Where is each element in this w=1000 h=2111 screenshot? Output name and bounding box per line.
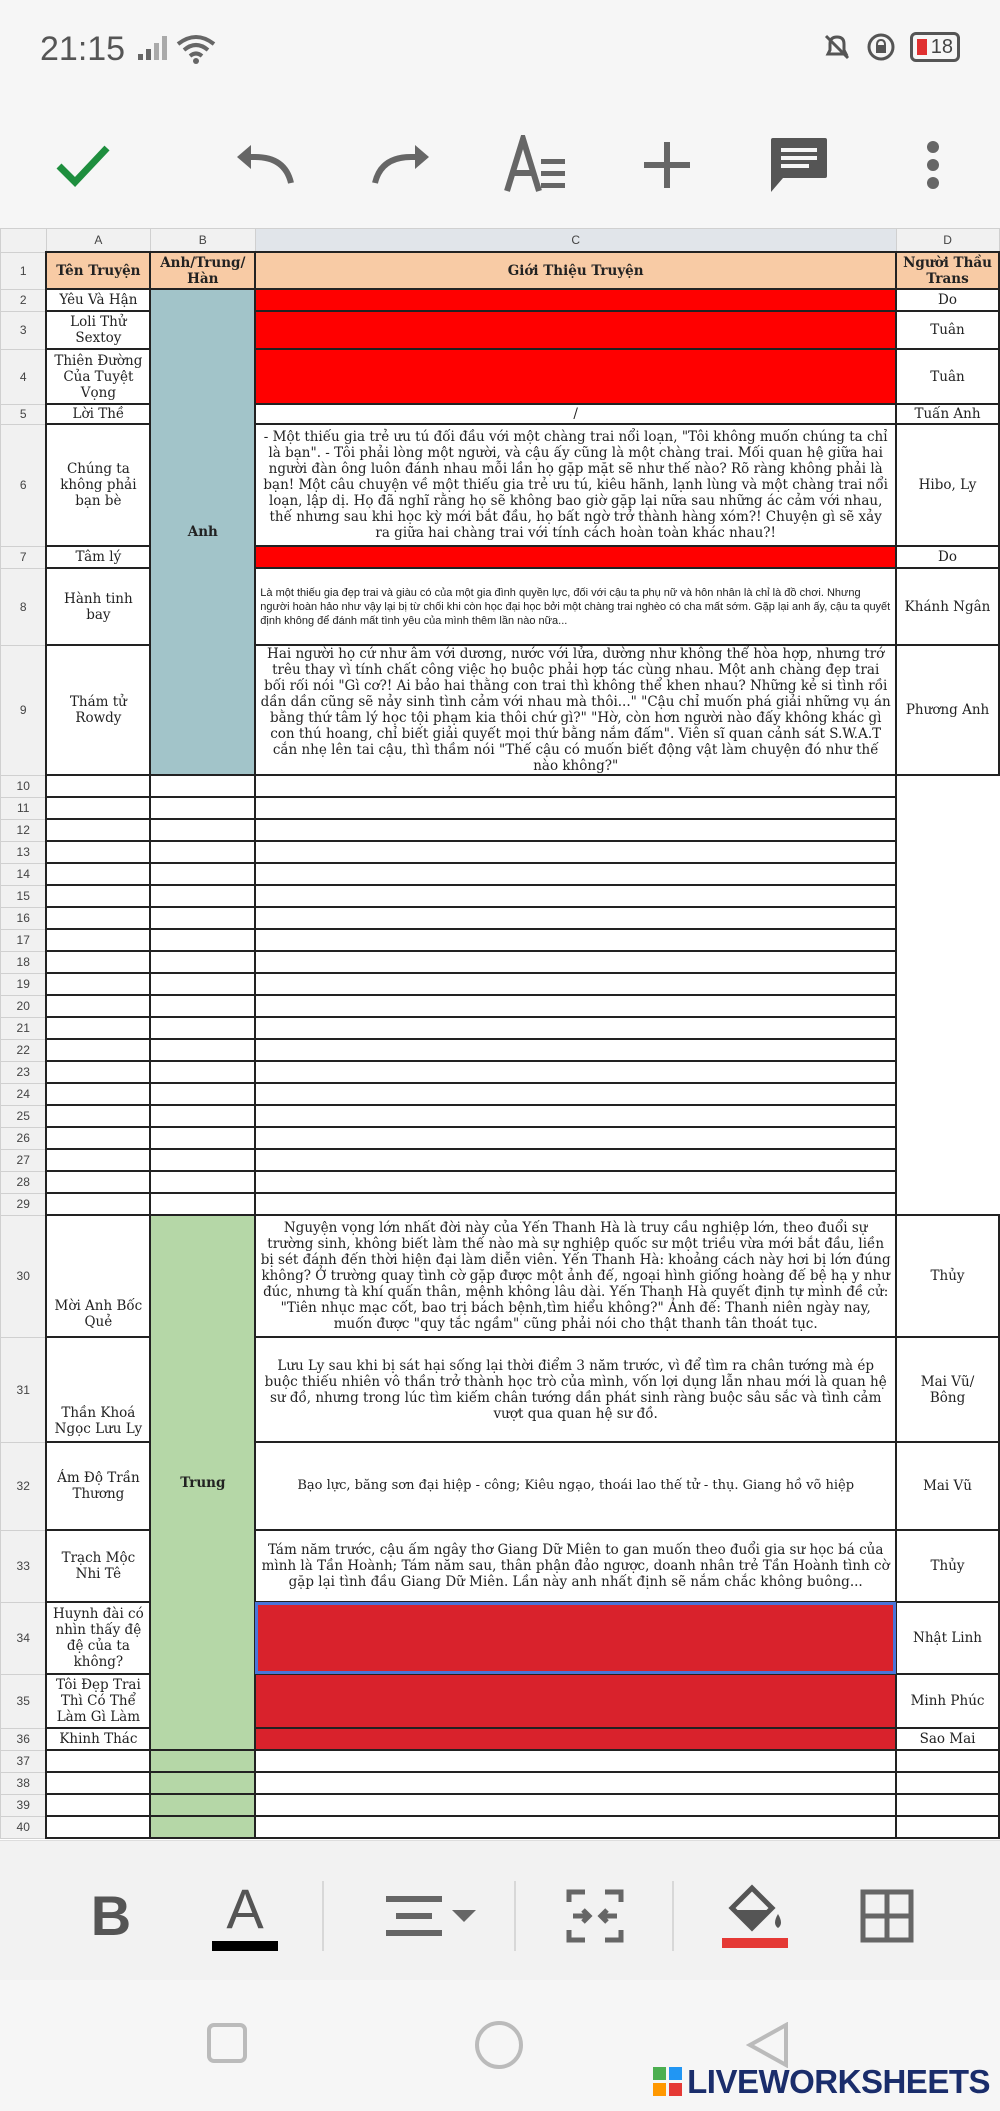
table-row [1, 1127, 1000, 1149]
title-cell[interactable]: Mời Anh Bốc Quẻ [46, 1215, 150, 1337]
table-row [1, 1442, 1000, 1530]
title-cell[interactable] [46, 951, 150, 973]
row-number[interactable]: 12 [1, 819, 47, 841]
row-number[interactable]: 29 [1, 1193, 47, 1215]
recents-icon[interactable] [206, 2022, 248, 2064]
translator-cell[interactable] [896, 1772, 999, 1794]
translator-cell[interactable] [255, 797, 896, 819]
row-number[interactable]: 17 [1, 929, 47, 951]
table-row [1, 1772, 1000, 1794]
table-row [1, 1039, 1000, 1061]
row-number[interactable]: 19 [1, 973, 47, 995]
translator-cell[interactable]: Hibo, Ly [896, 424, 999, 546]
row-number[interactable]: 11 [1, 797, 47, 819]
description-cell[interactable] [150, 1171, 255, 1193]
table-row [1, 1017, 1000, 1039]
row-number[interactable]: 34 [1, 1602, 47, 1674]
title-cell[interactable] [46, 1750, 150, 1772]
description-cell[interactable] [150, 1149, 255, 1171]
redo-icon[interactable] [356, 120, 446, 210]
row-number[interactable]: 16 [1, 907, 47, 929]
column-header-row [1, 229, 1000, 253]
merge-icon[interactable] [550, 1871, 640, 1961]
check-icon[interactable] [38, 120, 128, 210]
title-cell[interactable]: Lời Thề [46, 404, 150, 424]
description-cell[interactable] [255, 1750, 896, 1772]
description-cell[interactable] [255, 1674, 896, 1728]
title-cell[interactable]: Trạch Mộc Nhi Tê [46, 1530, 150, 1602]
back-icon[interactable] [746, 2022, 790, 2068]
wifi-icon [176, 34, 216, 64]
table-row [1, 819, 1000, 841]
title-cell[interactable]: Yêu Và Hận [46, 289, 150, 311]
translator-cell[interactable]: Minh Phúc [896, 1674, 999, 1728]
row-number[interactable]: 35 [1, 1674, 47, 1728]
translator-cell[interactable]: Tuấn Anh [896, 404, 999, 424]
description-cell[interactable] [150, 1105, 255, 1127]
row-number[interactable]: 33 [1, 1530, 47, 1602]
row-number[interactable]: 18 [1, 951, 47, 973]
translator-cell[interactable]: Mai Vũ/ Bông [896, 1337, 999, 1442]
description-cell[interactable]: Hai người họ cứ như âm với dương, nước với lửa, dường như không thể hòa hợp, nhưng trớ trêu thay vì tính chất công việc họ buộc phải hợp tác cùng nhau. Một anh chàng đẹp trai bối rối nói "Gì cơ?! Ai bảo hai thằng con trai thì không thể khen nhau? Những kẻ si tình rồi dần dần cũng sẽ nảy sinh tình cảm với nhau mà thôi..." "Cậu chỉ muốn phá giải những vụ án bằng thứ tâm lý học tội phạm kia thôi chứ gì?" "Hờ, còn hơn người nào đấy không khác gì con thú hoang, chỉ biết giải quyết mọi thứ bằng nắm đấm". Viên sĩ quan cảnh sát S.W.A.T cắn nhẹ lên tai cậu, thì thầm nói "Thế cậu có muốn biết động vật làm chuyện đó như thế nào không?" [255, 645, 896, 775]
table-row [1, 289, 1000, 311]
table-row [1, 973, 1000, 995]
sheet-table [0, 228, 1000, 1839]
description-cell[interactable]: Lưu Ly sau khi bị sát hại sống lại thời điểm 3 năm trước, vì để tìm ra chân tướng mà ép buộc thiếu nhiên vô thần trở thành học trò của mình, vốn lợi dụng lẫn nhau mới là quan hệ sư đồ, nhưng trong lúc tìm kiếm chân tướng dần phát sinh ràng buộc sâu sắc và tình cảm vượt qua quan hệ sư đồ. [255, 1337, 896, 1442]
fill-color-icon[interactable] [710, 1871, 800, 1961]
translator-cell[interactable]: Do [896, 546, 999, 568]
description-cell[interactable]: Tám năm trước, cậu ấm ngây thơ Giang Dữ Miên to gan muốn theo đuổi gia sư học bá của mình là Tần Hoành; Tám năm sau, thân phận đảo ngược, doanh nhân trẻ Tần Hoành tình cờ gặp lại tình đầu Giang Dữ Miên. Lần này anh nhất định sẽ nắm chắc không buông... [255, 1530, 896, 1602]
translator-cell[interactable] [255, 819, 896, 841]
description-cell[interactable] [255, 546, 896, 568]
table-row [1, 995, 1000, 1017]
title-cell[interactable] [46, 907, 150, 929]
translator-cell[interactable] [255, 1061, 896, 1083]
description-cell[interactable]: Là một thiếu gia đẹp trai và giàu có của một gia đình quyền lực, đối với cậu ta phụ nữ và hôn nhân là chỉ là đồ chơi. Nhưng người hoàn hảo như vậy lại bị từ chối khi còn học đại học bởi một chàng trai nghèo có cha mất sớm. Gặp lại anh ấy, cậu ta quyết định không để đánh mất tình yêu của mình thêm lần nào nữa... [255, 568, 896, 645]
title-cell[interactable] [46, 995, 150, 1017]
table-row [1, 1105, 1000, 1127]
table-row [1, 1602, 1000, 1674]
title-cell[interactable]: Tôi Đẹp Trai Thì Có Thể Làm Gì Làm [46, 1674, 150, 1728]
row-number[interactable]: 38 [1, 1772, 47, 1794]
watermark-text: LIVEWORKSHEETS [687, 2063, 990, 2100]
bold-icon[interactable]: B [90, 1884, 132, 1947]
title-cell[interactable]: Ám Độ Trần Thương [46, 1442, 150, 1530]
description-cell[interactable] [255, 1728, 896, 1750]
row-number[interactable]: 8 [1, 568, 47, 645]
description-cell-selected[interactable] [255, 1602, 896, 1674]
row-number[interactable]: 30 [1, 1215, 47, 1337]
title-cell[interactable] [46, 1017, 150, 1039]
row-number[interactable]: 2 [1, 289, 47, 311]
table-row [1, 252, 1000, 289]
translator-cell[interactable] [896, 1750, 999, 1772]
table-row [1, 1337, 1000, 1442]
translator-cell[interactable]: Tuân [896, 311, 999, 349]
description-cell[interactable] [150, 973, 255, 995]
spreadsheet-grid[interactable] [0, 228, 1000, 1840]
select-all-corner[interactable] [1, 229, 47, 253]
fill-color-swatch [722, 1938, 788, 1948]
translator-cell[interactable] [255, 841, 896, 863]
table-row [1, 1728, 1000, 1750]
origin-cell[interactable] [150, 1750, 255, 1772]
title-cell[interactable] [46, 973, 150, 995]
description-cell[interactable] [150, 775, 255, 797]
title-cell[interactable] [46, 1127, 150, 1149]
title-cell[interactable] [46, 1061, 150, 1083]
text-color-swatch [212, 1941, 278, 1951]
row-number[interactable]: 23 [1, 1061, 47, 1083]
watermark [653, 2063, 990, 2101]
more-icon[interactable] [888, 120, 978, 210]
row-number[interactable]: 9 [1, 645, 47, 775]
row-number[interactable]: 3 [1, 311, 47, 349]
bell-off-icon [822, 32, 852, 62]
table-row [1, 1171, 1000, 1193]
row-number[interactable]: 37 [1, 1750, 47, 1772]
description-cell[interactable] [150, 841, 255, 863]
description-cell[interactable] [150, 797, 255, 819]
translator-cell[interactable]: Do [896, 289, 999, 311]
title-cell[interactable] [46, 775, 150, 797]
header-origin-cell[interactable]: Anh/Trung/ Hàn [150, 252, 255, 289]
table-row [1, 424, 1000, 546]
table-row [1, 907, 1000, 929]
title-cell[interactable]: Hành tinh bay [46, 568, 150, 645]
table-row [1, 1530, 1000, 1602]
description-cell[interactable] [150, 951, 255, 973]
translator-cell[interactable]: Sao Mai [896, 1728, 999, 1750]
origin-cell[interactable] [150, 1772, 255, 1794]
align-icon[interactable] [376, 1871, 496, 1961]
description-cell[interactable] [150, 1127, 255, 1149]
title-cell[interactable] [46, 797, 150, 819]
translator-cell[interactable] [255, 775, 896, 797]
undo-icon[interactable] [220, 120, 310, 210]
description-cell[interactable]: Nguyện vọng lớn nhất đời này của Yến Thanh Hà là truy cầu nghiệp lớn, theo đuổi sự trường sinh, không biết làm thế nào mà sự nghiệp quốc sư một triều vừa mới bắt đầu, liền bị sét đánh đến thời hiện đại làm diễn viên. Yến Thanh Hà: khoảng cách này hơi bị lớn đúng không? Ở trường quay tình cờ gặp được một ảnh đế, ngoại hình giống hoàng đế bệ hạ y như đúc, nhưng tà khí quấn thân, mệnh không lâu dài. Yến Thanh Hà quyết định tự mình đề cử: "Tiên nhục mạc cốt, bao trị bách bệnh,tìm hiểu không?" Ảnh đế: Thanh niên ngày nay, muốn được "quy tắc ngầm" cũng phải nói cho thật thanh tân thoát tục. [255, 1215, 896, 1337]
text-color-icon[interactable]: A [200, 1871, 290, 1961]
table-row [1, 568, 1000, 645]
translator-cell[interactable] [255, 951, 896, 973]
translator-cell[interactable] [255, 863, 896, 885]
title-cell[interactable] [46, 1083, 150, 1105]
row-number[interactable]: 13 [1, 841, 47, 863]
description-cell[interactable]: Bạo lực, băng sơn đại hiệp - công; Kiêu ngạo, thoái lao thế tử - thụ. Giang hồ võ hiệp [255, 1442, 896, 1530]
description-cell[interactable] [255, 1794, 896, 1816]
row-number[interactable]: 15 [1, 885, 47, 907]
title-cell[interactable] [46, 1149, 150, 1171]
description-cell[interactable] [150, 929, 255, 951]
empty-rows-trung [1, 1750, 1000, 1838]
description-cell[interactable] [255, 289, 896, 311]
row-number[interactable]: 39 [1, 1794, 47, 1816]
title-cell[interactable] [46, 819, 150, 841]
translator-cell[interactable] [255, 1105, 896, 1127]
row-number[interactable]: 25 [1, 1105, 47, 1127]
divider [322, 1881, 324, 1951]
comment-icon[interactable] [754, 120, 844, 210]
row-number[interactable]: 31 [1, 1337, 47, 1442]
row-number[interactable]: 36 [1, 1728, 47, 1750]
divider [514, 1881, 516, 1951]
table-row [1, 775, 1000, 797]
row-number[interactable]: 7 [1, 546, 47, 568]
row-number[interactable]: 22 [1, 1039, 47, 1061]
title-cell[interactable] [46, 929, 150, 951]
table-row [1, 645, 1000, 775]
battery-indicator [910, 32, 960, 62]
row-number[interactable]: 26 [1, 1127, 47, 1149]
translator-cell[interactable] [896, 1794, 999, 1816]
row-number[interactable]: 40 [1, 1816, 47, 1838]
description-cell[interactable] [255, 311, 896, 349]
column-header-b[interactable]: B [150, 229, 255, 253]
home-icon[interactable] [474, 2020, 524, 2070]
row-number[interactable]: 6 [1, 424, 47, 546]
row-number[interactable]: 5 [1, 404, 47, 424]
row-number[interactable]: 1 [1, 252, 47, 289]
row-number[interactable]: 27 [1, 1149, 47, 1171]
title-cell[interactable]: Tâm lý [46, 546, 150, 568]
table-row [1, 1083, 1000, 1105]
title-cell[interactable]: Huynh đài có nhìn thấy đệ đệ của ta không? [46, 1602, 150, 1674]
table-row [1, 1061, 1000, 1083]
table-row [1, 1215, 1000, 1337]
title-cell[interactable]: Thiên Đường Của Tuyệt Vọng [46, 349, 150, 404]
table-row [1, 1149, 1000, 1171]
translator-cell[interactable] [255, 1083, 896, 1105]
table-row [1, 1816, 1000, 1838]
translator-cell[interactable] [255, 1017, 896, 1039]
description-cell[interactable] [150, 1017, 255, 1039]
table-row [1, 546, 1000, 568]
title-cell[interactable] [46, 1039, 150, 1061]
title-cell[interactable]: Loli Thử Sextoy [46, 311, 150, 349]
title-cell[interactable] [46, 1105, 150, 1127]
table-row [1, 349, 1000, 404]
column-header-a[interactable]: A [46, 229, 150, 253]
header-title-cell[interactable]: Tên Truyện [46, 252, 150, 289]
description-cell[interactable] [150, 863, 255, 885]
description-cell[interactable]: - Một thiếu gia trẻ ưu tú đối đầu với một chàng trai nổi loạn, "Tôi không muốn chúng ta chỉ là bạn". - Tôi phải lòng một người, và cậu ấy cũng là một chàng trai. Mối quan hệ giữa hai người đàn ông luôn đánh nhau mỗi lần họ gặp mặt sẽ như thế nào? Rõ ràng không phải là bạn! Một câu chuyện về một thiếu gia trẻ ưu tú, kiêu hãnh, lạnh lùng và một chàng trai nổi loạn, lập dị. Họ đã nghĩ rằng họ sẽ không bao giờ gặp lại nữa sau những ác cảm với nhau, thế nhưng sau khi học kỳ mới bắt đầu, họ bất ngờ trở thành hàng xóm?! Chuyện gì sẽ xảy ra giữa hai chàng trai với tính cách hoàn toàn khác nhau?! [255, 424, 896, 546]
description-cell[interactable] [255, 349, 896, 404]
title-cell[interactable]: Khinh Thác [46, 1728, 150, 1750]
description-cell[interactable] [150, 907, 255, 929]
title-cell[interactable] [46, 841, 150, 863]
description-cell[interactable] [150, 885, 255, 907]
origin-cell-anh[interactable]: Anh [150, 289, 255, 775]
borders-icon[interactable] [842, 1871, 932, 1961]
translator-cell[interactable]: Thủy [896, 1530, 999, 1602]
text-format-icon[interactable] [490, 120, 580, 210]
title-cell[interactable]: Thần Khoá Ngọc Lưu Ly [46, 1337, 150, 1442]
translator-cell[interactable] [255, 1127, 896, 1149]
description-cell[interactable] [150, 1083, 255, 1105]
translator-cell[interactable]: Phương Anh [896, 645, 999, 775]
row-number[interactable]: 28 [1, 1171, 47, 1193]
origin-cell[interactable] [150, 1816, 255, 1838]
title-cell[interactable] [46, 1772, 150, 1794]
title-cell[interactable] [46, 863, 150, 885]
translator-cell[interactable] [255, 907, 896, 929]
status-bar [0, 0, 1000, 100]
translator-cell[interactable]: Khánh Ngân [896, 568, 999, 645]
description-cell[interactable] [150, 819, 255, 841]
lock-rotation-icon [866, 32, 896, 62]
translator-cell[interactable]: Mai Vũ [896, 1442, 999, 1530]
row-number[interactable]: 10 [1, 775, 47, 797]
translator-cell[interactable]: Nhật Linh [896, 1602, 999, 1674]
title-cell[interactable] [46, 1193, 150, 1215]
row-number[interactable]: 24 [1, 1083, 47, 1105]
empty-rows-anh [1, 775, 1000, 1215]
column-header-c[interactable]: C [255, 229, 896, 253]
description-cell[interactable] [150, 1061, 255, 1083]
battery-low-icon [917, 39, 927, 55]
table-row [1, 1794, 1000, 1816]
row-number[interactable]: 21 [1, 1017, 47, 1039]
translator-cell[interactable] [255, 1171, 896, 1193]
table-row [1, 1750, 1000, 1772]
signal-icon [138, 36, 168, 60]
format-bar [0, 1840, 1000, 1981]
origin-cell-trung[interactable]: Trung [150, 1215, 255, 1750]
translator-cell[interactable] [255, 929, 896, 951]
title-cell[interactable] [46, 1794, 150, 1816]
table-row [1, 404, 1000, 424]
translator-cell[interactable] [255, 885, 896, 907]
table-row [1, 863, 1000, 885]
table-row [1, 1193, 1000, 1215]
description-cell[interactable] [150, 1193, 255, 1215]
row-number[interactable]: 32 [1, 1442, 47, 1530]
insert-icon[interactable] [622, 120, 712, 210]
translator-cell[interactable] [255, 973, 896, 995]
divider [672, 1881, 674, 1951]
table-row [1, 929, 1000, 951]
title-cell[interactable] [46, 885, 150, 907]
description-cell[interactable]: / [255, 404, 896, 424]
title-cell[interactable] [46, 1171, 150, 1193]
row-number[interactable]: 20 [1, 995, 47, 1017]
table-row [1, 951, 1000, 973]
translator-cell[interactable] [255, 995, 896, 1017]
table-row [1, 1674, 1000, 1728]
origin-cell[interactable] [150, 1794, 255, 1816]
navigation-bar [0, 1980, 1000, 2111]
row-number[interactable]: 14 [1, 863, 47, 885]
translator-cell[interactable]: Thủy [896, 1215, 999, 1337]
row-number[interactable]: 4 [1, 349, 47, 404]
header-translator-cell[interactable]: Người Thầu Trans [896, 252, 999, 289]
clock: 21:15 [40, 30, 126, 68]
table-row [1, 841, 1000, 863]
translator-cell[interactable] [255, 1149, 896, 1171]
table-row [1, 311, 1000, 349]
description-cell[interactable] [150, 1039, 255, 1061]
translator-cell[interactable] [896, 1816, 999, 1838]
header-description-cell[interactable]: Giới Thiệu Truyện [255, 252, 896, 289]
column-header-d[interactable]: D [896, 229, 999, 253]
translator-cell[interactable] [255, 1193, 896, 1215]
battery-level: 18 [930, 35, 953, 58]
table-row [1, 797, 1000, 819]
table-row [1, 885, 1000, 907]
translator-cell[interactable]: Tuân [896, 349, 999, 404]
sheet-toolbar [0, 100, 1000, 228]
title-cell[interactable] [46, 1816, 150, 1838]
watermark-logo-icon [653, 2067, 683, 2097]
description-cell[interactable] [255, 1772, 896, 1794]
description-cell[interactable] [255, 1816, 896, 1838]
title-cell[interactable]: Thám tử Rowdy [46, 645, 150, 775]
title-cell[interactable]: Chúng ta không phải bạn bè [46, 424, 150, 546]
translator-cell[interactable] [255, 1039, 896, 1061]
description-cell[interactable] [150, 995, 255, 1017]
